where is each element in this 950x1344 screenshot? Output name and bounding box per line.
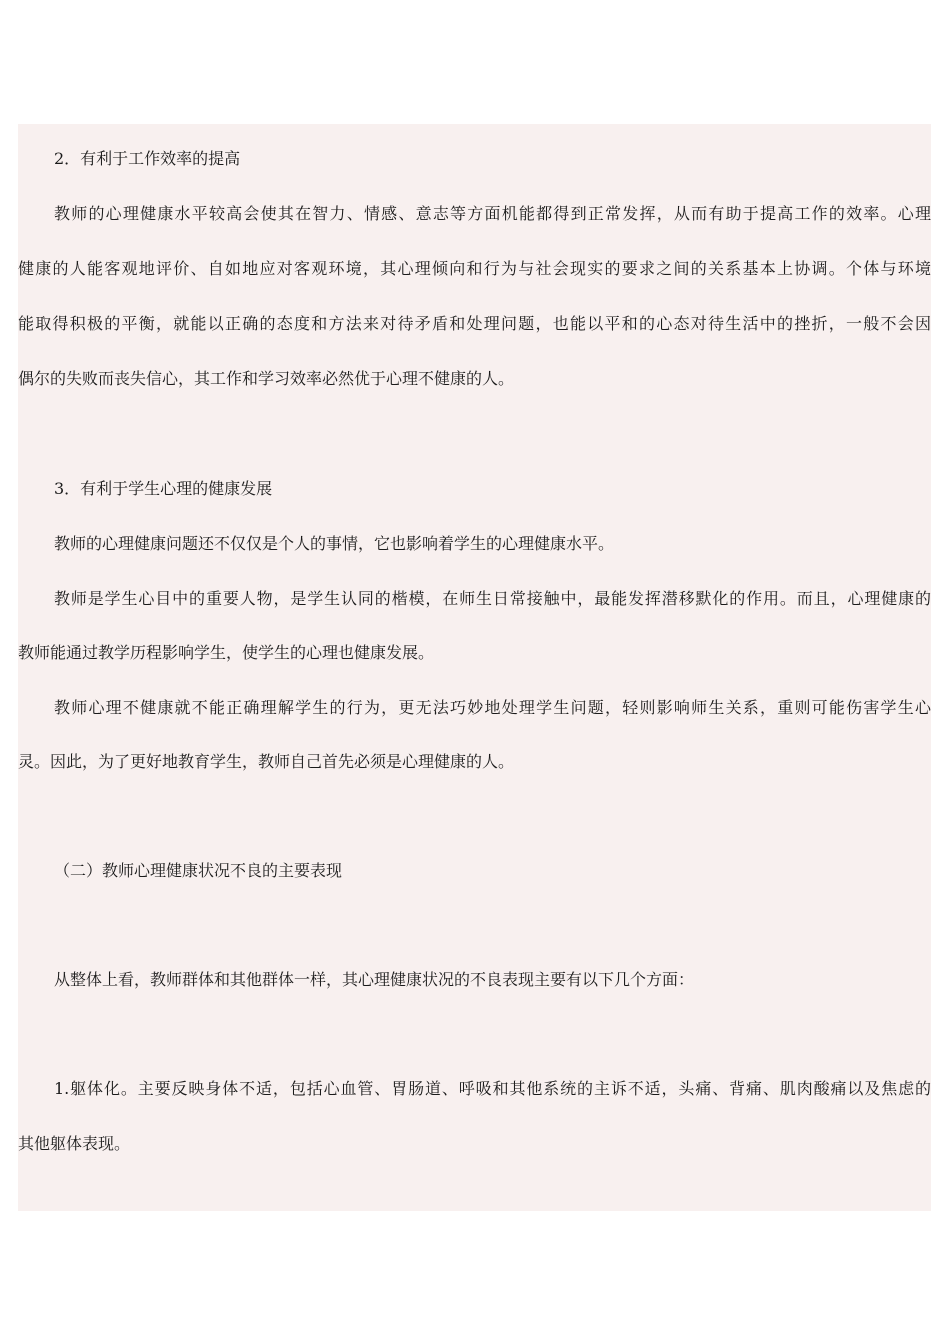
paragraph-line: 灵。因此，为了更好地教育学生，教师自己首先必须是心理健康的人。 xyxy=(18,752,515,771)
paragraph-line: 其他躯体表现。 xyxy=(18,1134,131,1153)
paragraph-line: 教师是学生心目中的重要人物，是学生认同的楷模，在师生日常接触中，最能发挥潜移默化的作用。而且，心理健康的 xyxy=(54,589,931,608)
paragraph-line: 教师的心理健康问题还不仅仅是个人的事情，它也影响着学生的心理健康水平。 xyxy=(54,534,615,553)
paragraph-line: 能取得积极的平衡，就能以正确的态度和方法来对待矛盾和处理问题，也能以平和的心态对待生活中的挫折，一般不会因 xyxy=(18,314,931,333)
paragraph-line: 健康的人能客观地评价、自如地应对客观环境，其心理倾向和行为与社会现实的要求之间的关系基本上协调。个体与环境 xyxy=(18,259,931,278)
paragraph-line: 教师能通过教学历程影响学生，使学生的心理也健康发展。 xyxy=(18,643,435,662)
paragraph-line: 偶尔的失败而丧失信心，其工作和学习效率必然优于心理不健康的人。 xyxy=(18,369,515,388)
paragraph-line: 1.躯体化。主要反映身体不适，包括心血管、胃肠道、呼吸和其他系统的主诉不适，头痛、背痛、肌肉酸痛以及焦虑的 xyxy=(54,1079,931,1098)
paragraph-line: 从整体上看，教师群体和其他群体一样，其心理健康状况的不良表现主要有以下几个方面： xyxy=(54,970,695,989)
section-heading-poor-mental-health: （二）教师心理健康状况不良的主要表现 xyxy=(54,861,343,880)
document-content-block xyxy=(18,124,931,1211)
paragraph-line: 教师的心理健康水平较高会使其在智力、情感、意志等方面机能都得到正常发挥，从而有助于提高工作的效率。心理 xyxy=(54,204,931,223)
section-heading-student-development: 3．有利于学生心理的健康发展 xyxy=(54,479,273,498)
section-heading-work-efficiency: 2．有利于工作效率的提高 xyxy=(54,149,241,168)
paragraph-line: 教师心理不健康就不能正确理解学生的行为，更无法巧妙地处理学生问题，轻则影响师生关系，重则可能伤害学生心 xyxy=(54,698,931,717)
